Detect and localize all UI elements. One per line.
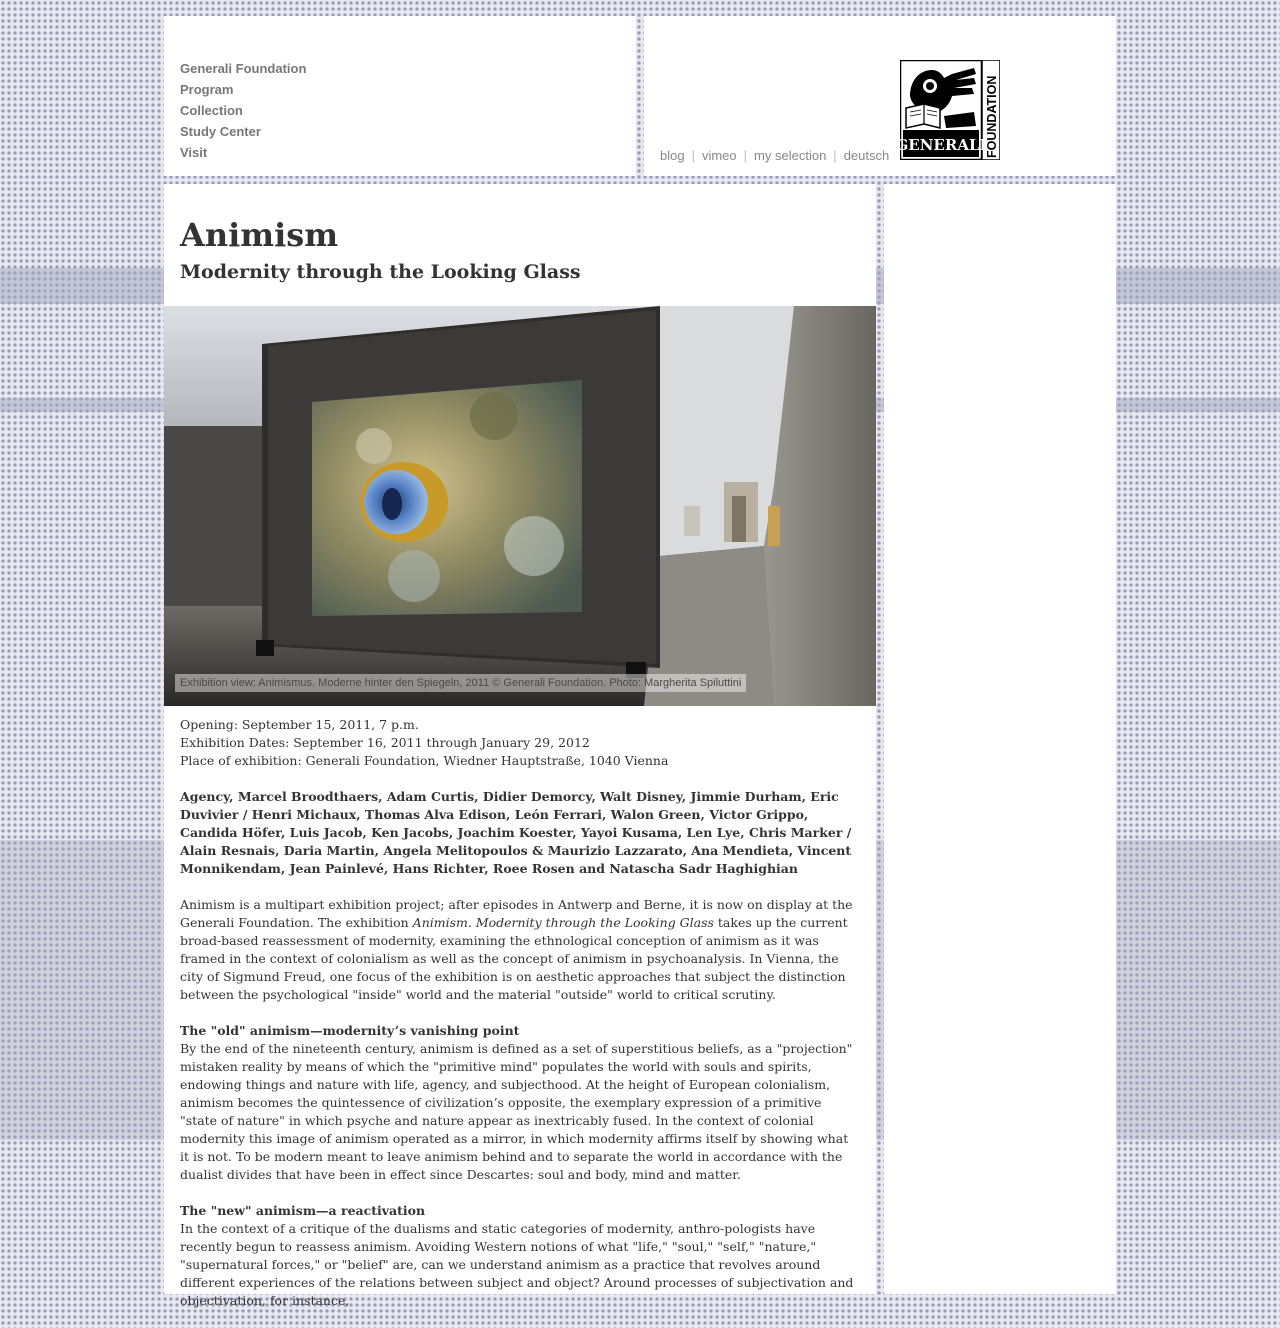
vimeo-link[interactable]: vimeo: [701, 148, 737, 163]
nav-item-study-center[interactable]: Study Center: [180, 124, 261, 139]
navigation-panel: [164, 16, 636, 176]
language-link[interactable]: deutsch: [843, 148, 890, 163]
nav-item-generali-foundation[interactable]: Generali Foundation: [180, 61, 307, 76]
section-heading: The "new" animism—a reactivation: [180, 1203, 426, 1218]
separator: |: [691, 148, 695, 163]
nav-item-visit[interactable]: Visit: [180, 145, 208, 160]
exhibition-photo-graphic: [164, 306, 876, 706]
article-body: [180, 716, 860, 1328]
section-old-animism: [180, 1022, 860, 1184]
my-selection-link[interactable]: my selection: [754, 148, 827, 163]
separator: |: [743, 148, 748, 163]
intro-text-end: takes up the current broad-based reassessment of modernity, examining the ethnological conception of animism as it was framed in the context of colonialism as well as the concept of animism in psychoanalysis. In Vienna, the city of Sigmund Freud, one focus of the exhibition is on aesthetic approaches that subject the distinction between the psychological "inside" world and the material "outside" world to critical scrutiny.: [180, 915, 848, 1002]
main-content: [164, 184, 876, 1308]
logo-graphic: [900, 60, 1000, 160]
page-subtitle: Modernity through the Looking Glass: [180, 261, 581, 283]
nav-item-program[interactable]: Program: [180, 82, 234, 97]
logo-vertical-text: FOUNDATION: [985, 75, 999, 158]
page-title: Animism: [180, 216, 339, 254]
blog-link[interactable]: blog: [660, 148, 685, 163]
main-navigation: [180, 58, 306, 163]
header-panel: [644, 16, 1116, 176]
generali-foundation-logo[interactable]: [900, 60, 1000, 160]
logo-brand-text: GENERALI: [900, 136, 987, 154]
intro-text-start: Animism is a multipart exhibition project; after episodes in Antwerp and Berne, it is now on display at the Generali Foundation. The exhibition: [180, 897, 853, 930]
section-new-animism: [180, 1202, 860, 1310]
exhibition-place: Place of exhibition: Generali Foundation, Wiedner Hauptstraße, 1040 Vienna: [180, 753, 669, 768]
intro-paragraph: [180, 896, 860, 1004]
nav-item-collection[interactable]: Collection: [180, 103, 243, 118]
opening-date: Opening: September 15, 2011, 7 p.m.: [180, 717, 419, 732]
exhibition-details: [180, 716, 860, 770]
section-heading: The "old" animism—modernity’s vanishing point: [180, 1023, 520, 1038]
sidebar-panel: [884, 184, 1116, 1294]
exhibition-title-italic: Animism. Modernity through the Looking Glass: [412, 915, 714, 930]
photo-caption: Exhibition view: Animismus. Moderne hinter den Spiegeln, 2011 © Generali Foundation. Photo: Margherita Spiluttini: [175, 674, 746, 692]
section-text: In the context of a critique of the dualisms and static categories of modernity, anthro-pologists have recently begun to reassess animism. Avoiding Western notions of what "life," "soul," "self," "nature," "supernatural forces," or "belief" are, can we understand animism as a practice that revolves around different experiences of the relations between subject and object? Around processes of subjectivation and objectivation, for instance,: [180, 1221, 854, 1308]
artist-list: Agency, Marcel Broodthaers, Adam Curtis, Didier Demorcy, Walt Disney, Jimmie Durham, Eric Duvivier / Henri Michaux, Thomas Alva Edison, León Ferrari, Walon Green, Victor Grippo, Candida Höfer, Luis Jacob, Ken Jacobs, Joachim Koester, Yayoi Kusama, Len Lye, Chris Marker / Alain Resnais, Daria Martin, Angela Melitopoulos & Maurizio Lazzarato, Ana Mendieta, Vincent Monnikendam, Jean Painlevé, Hans Richter, Roee Rosen and Natascha Sadr Haghighian: [180, 789, 852, 876]
exhibition-photo[interactable]: [164, 306, 876, 706]
exhibition-dates: Exhibition Dates: September 16, 2011 through January 29, 2012: [180, 735, 590, 750]
separator: |: [833, 148, 837, 163]
section-text: By the end of the nineteenth century, animism is defined as a set of superstitious beliefs, as a "projection" mistaken reality by means of which the "primitive mind" populates the world with souls and spirits, endowing things and nature with life, agency, and subjecthood. At the height of European colonialism, animism becomes the quintessence of civilization’s opposite, the exemplary expression of a primitive "state of nature" in which psyche and nature appear as inextricably fused. In the context of colonial modernity this image of animism operated as a mirror, in which modernity affirms itself by showing what it is not. To be modern meant to leave animism behind and to separate the world in accordance with the dualist divides that have been in effect since Descartes: soul and body, mind and matter.: [180, 1041, 853, 1182]
utility-navigation: [660, 148, 889, 163]
